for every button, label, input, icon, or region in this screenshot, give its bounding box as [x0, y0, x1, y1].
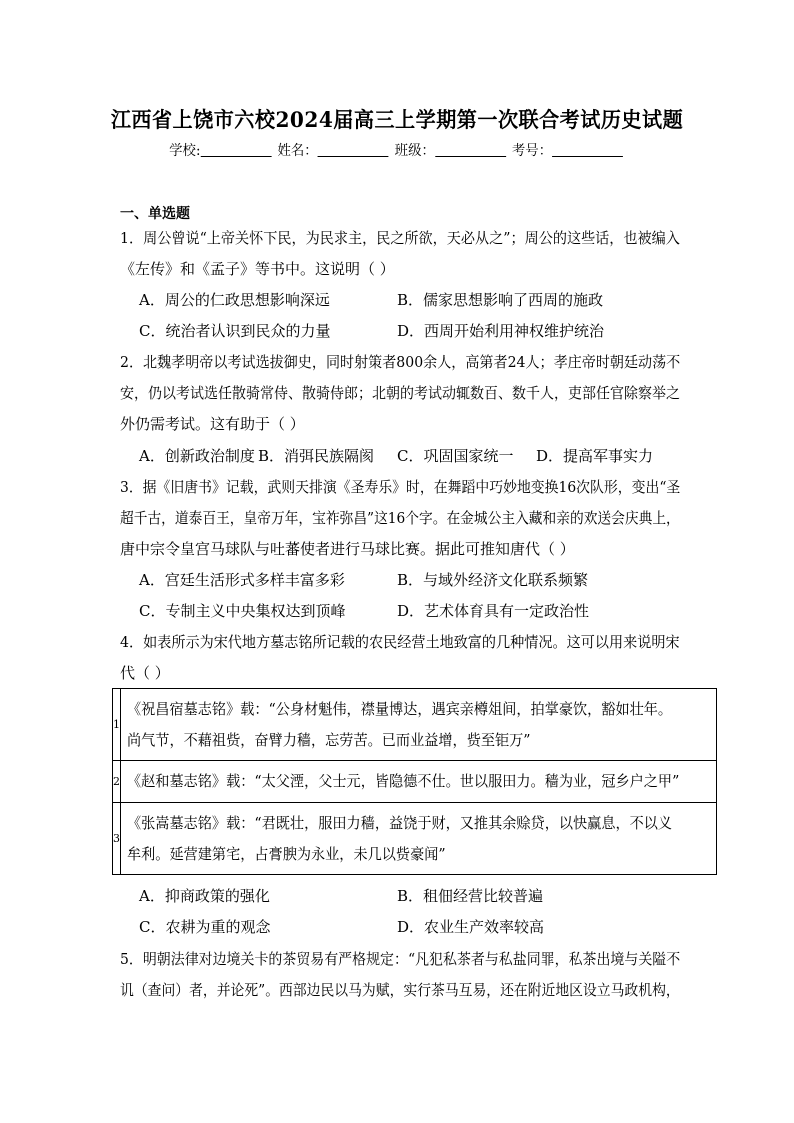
- q1-option-d[interactable]: D．西周开始利用神权维护统治: [397, 322, 605, 340]
- school-blank[interactable]: [200, 142, 271, 157]
- q4-stem-line: 4．如表所示为宋代地方墓志铭所记载的农民经营土地致富的几种情况。这可以用来说明宋: [120, 633, 680, 651]
- q2-option-c[interactable]: C．巩固国家统一: [397, 447, 514, 465]
- q2-option-d[interactable]: D．提高军事实力: [536, 447, 654, 465]
- row-text-line: 尚气节，不藉祖赀，奋臂力穑，忘劳苦。已而业益增，赀至钜万”: [127, 730, 531, 749]
- student-info-row: [17, 140, 777, 160]
- q2-option-b[interactable]: B．消弭民族隔阂: [258, 447, 375, 465]
- number-label: 考号：: [511, 143, 553, 159]
- q3-stem-line: 3．据《旧唐书》记载，武则天排演《圣寿乐》时，在舞蹈中巧妙地变换16次队形，变出“圣: [120, 478, 681, 496]
- q4-option-b[interactable]: B．租佃经营比较普遍: [397, 887, 544, 905]
- q1-stem-line: 《左传》和《孟子》等书中。这说明（ ）: [120, 260, 395, 278]
- q2-stem-line: 安，仍以考试选任散骑常侍、散骑侍郎；北朝的考试动辄数百、数千人，吏部任官除察举之: [120, 384, 681, 402]
- row-text-line: 《祝昌宿墓志铭》载：“公身材魁伟，襟量博达，遇宾亲樽俎间，拍掌豪饮，豁如壮年。: [127, 699, 673, 718]
- q1-stem-line: 1．周公曾说“上帝关怀下民，为民求主，民之所欲，天必从之”；周公的这些话，也被编入: [120, 229, 680, 247]
- class-blank[interactable]: [435, 142, 506, 157]
- q3-option-b[interactable]: B．与域外经济文化联系频繁: [397, 571, 589, 589]
- number-blank[interactable]: [552, 142, 623, 157]
- q3-option-d[interactable]: D．艺术体育具有一定政治性: [397, 602, 590, 620]
- row-text-line: 牟利。延营建第宅，占膏腴为永业，未几以赀豪闻”: [127, 844, 446, 863]
- row-number: 3: [113, 803, 121, 875]
- q5-stem-line: 5．明朝法律对边境关卡的茶贸易有严格规定：“凡犯私茶者与私盐同罪，私茶出境与关隘不: [120, 950, 681, 968]
- q1-option-c[interactable]: C．统治者认识到民众的力量: [139, 322, 331, 340]
- q4-stem-line: 代（ ）: [120, 664, 170, 682]
- row-text-line: 《赵和墓志铭》载：“太父湮，父士元，皆隐德不仕。世以服田力。穑为业，冠乡户之甲”: [127, 772, 680, 790]
- q4-option-d[interactable]: D．农业生产效率较高: [397, 918, 545, 936]
- table-row: [113, 803, 717, 875]
- exam-title: 江西省上饶市六校2024届高三上学期第一次联合考试历史试题: [110, 107, 684, 132]
- table-row: [113, 689, 717, 761]
- class-label: 班级：: [394, 143, 435, 159]
- q4-table: [112, 688, 717, 875]
- q2-option-a[interactable]: A．创新政治制度: [139, 447, 255, 465]
- row-number: 2: [113, 761, 121, 803]
- q3-stem-line: 超千古，道泰百王，皇帝万年，宝祚弥昌”这16个字。在金城公主入藏和亲的欢送会庆典上，: [120, 509, 680, 527]
- school-label: 学校:: [169, 143, 201, 159]
- q2-stem-line: 2．北魏孝明帝以考试选拔御史，同时射策者800余人，高第者24人；孝庄帝时朝廷动荡不: [120, 353, 681, 371]
- name-label: 姓名：: [277, 143, 318, 159]
- row-number: 1: [113, 689, 121, 761]
- row-text-line: 《张嵩墓志铭》载：“君既壮，服田力穑，益饶于财，又推其余赊贷，以快赢息，不以义: [127, 813, 673, 832]
- table-row: [113, 761, 717, 803]
- q4-option-a[interactable]: A．抑商政策的强化: [139, 887, 270, 905]
- q5-stem-line: 讥（查问）者，并论死”。西部边民以马为赋，实行茶马互易，还在附近地区设立马政机构，: [120, 981, 680, 999]
- q1-option-b[interactable]: B．儒家思想影响了西周的施政: [397, 291, 604, 309]
- q2-stem-line: 外仍需考试。这有助于（ ）: [120, 415, 305, 433]
- name-blank[interactable]: [318, 142, 389, 157]
- section-heading: 一、单选题: [120, 206, 190, 222]
- q4-option-c[interactable]: C．农耕为重的观念: [139, 918, 271, 936]
- q3-option-c[interactable]: C．专制主义中央集权达到顶峰: [139, 602, 346, 620]
- q3-option-a[interactable]: A．宫廷生活形式多样丰富多彩: [139, 571, 345, 589]
- row-text: [121, 803, 717, 875]
- q3-stem-line: 唐中宗令皇宫马球队与吐蕃使者进行马球比赛。据此可推知唐代（ ）: [120, 540, 575, 558]
- row-text: [121, 761, 717, 803]
- row-text: [121, 689, 717, 761]
- q1-option-a[interactable]: A．周公的仁政思想影响深远: [139, 291, 330, 309]
